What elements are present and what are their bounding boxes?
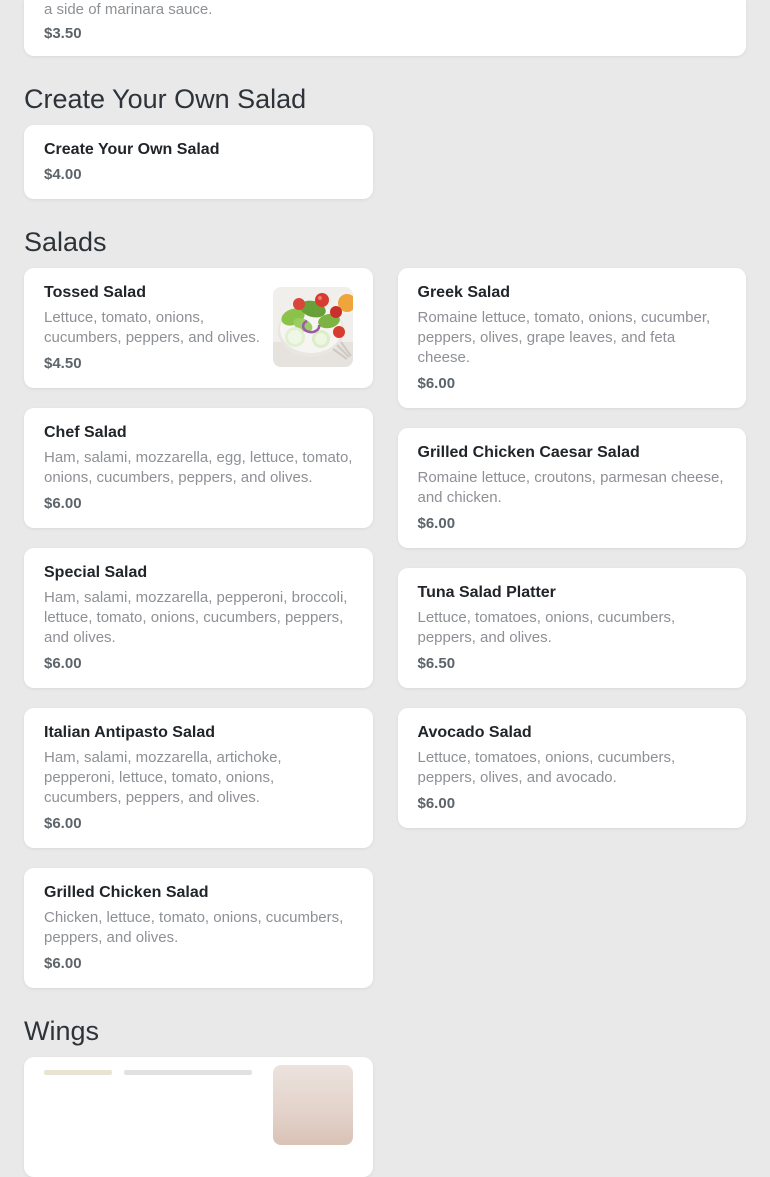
item-description: Lettuce, tomatoes, onions, cucumbers, peppers, and olives. (417, 609, 676, 646)
menu-item-card-greek-salad[interactable] (398, 268, 747, 408)
item-description: Lettuce, tomatoes, onions, cucumbers, peppers, olives, and avocado. (417, 749, 676, 786)
item-price: $4.00 (44, 166, 82, 183)
item-name: Tuna Salad Platter (417, 584, 556, 601)
item-name: Create Your Own Salad (44, 141, 220, 158)
salads-column-right (398, 268, 747, 828)
item-description: Romaine lettuce, croutons, parmesan cheese, and chicken. (417, 469, 724, 506)
item-price: $6.00 (417, 515, 456, 532)
item-price: $6.50 (417, 655, 456, 672)
item-price: $6.00 (44, 655, 82, 672)
menu-item-card-special-salad[interactable] (24, 548, 373, 688)
item-price: $4.50 (44, 355, 82, 372)
item-name: Tossed Salad (44, 284, 146, 301)
item-name: Greek Salad (417, 284, 510, 301)
item-description: Lettuce, tomato, onions, cucumbers, peppers, and olives. (44, 309, 260, 346)
item-name: Chef Salad (44, 424, 127, 441)
clipped-text-fragment (44, 1070, 112, 1075)
menu-item-card-partial-top[interactable] (24, 0, 746, 56)
tossed-salad-photo (273, 287, 353, 367)
menu-item-card-chef-salad[interactable] (24, 408, 373, 528)
item-name: Special Salad (44, 564, 148, 581)
salads-column-left (24, 268, 373, 988)
item-price: $6.00 (44, 815, 82, 832)
wings-item-photo (273, 1065, 353, 1145)
item-price: $3.50 (44, 25, 82, 42)
item-description: Romaine lettuce, tomato, onions, cucumber, peppers, olives, grape leaves, and feta cheese. (417, 309, 711, 366)
menu-item-card-tossed-salad[interactable] (24, 268, 373, 388)
menu-item-card-tuna-salad-platter[interactable] (398, 568, 747, 688)
item-description: Chicken, lettuce, tomato, onions, cucumbers, peppers, and olives. (44, 909, 344, 946)
menu-item-card-italian-antipasto-salad[interactable] (24, 708, 373, 848)
item-price: $6.00 (44, 495, 82, 512)
section-heading-create-your-own-salad: Create Your Own Salad (24, 84, 307, 114)
item-name: Grilled Chicken Caesar Salad (417, 444, 640, 461)
item-description: Ham, salami, mozzarella, pepperoni, broccoli, lettuce, tomato, onions, cucumbers, peppers, and olives. (44, 589, 348, 646)
menu-item-card-grilled-chicken-caesar-salad[interactable] (398, 428, 747, 548)
item-description: Ham, salami, mozzarella, artichoke, pepperoni, lettuce, tomato, onions, cucumbers, peppers, and olives. (44, 749, 282, 806)
menu-item-card-partial-bottom[interactable] (24, 1057, 373, 1177)
item-description: a side of marinara sauce. (44, 1, 213, 18)
clipped-text-fragment (124, 1070, 252, 1075)
item-price: $6.00 (417, 375, 456, 392)
menu-item-card-avocado-salad[interactable] (398, 708, 747, 828)
section-heading-salads: Salads (24, 227, 107, 257)
menu-item-card-grilled-chicken-salad[interactable] (24, 868, 373, 988)
item-price: $6.00 (417, 795, 456, 812)
item-name: Grilled Chicken Salad (44, 884, 209, 901)
item-name: Italian Antipasto Salad (44, 724, 215, 741)
item-name: Avocado Salad (417, 724, 532, 741)
section-heading-wings: Wings (24, 1016, 100, 1046)
item-description: Ham, salami, mozzarella, egg, lettuce, tomato, onions, cucumbers, peppers, and olives. (44, 449, 353, 486)
menu-item-card-create-your-own-salad[interactable] (24, 125, 373, 199)
item-price: $6.00 (44, 955, 82, 972)
